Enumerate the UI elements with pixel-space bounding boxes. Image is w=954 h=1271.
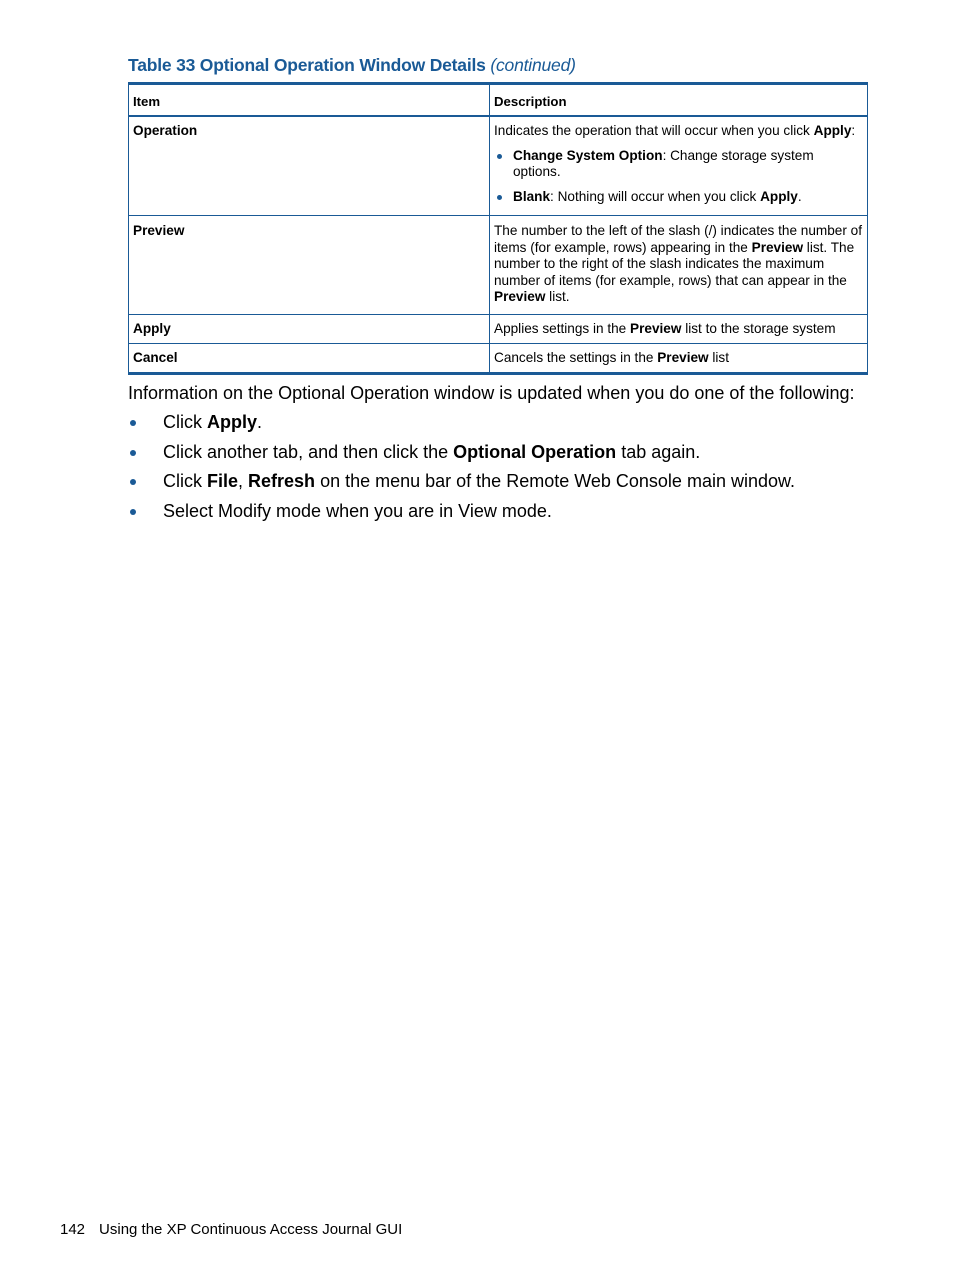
table-header-row [129, 84, 868, 117]
page-number: 142 [60, 1221, 86, 1238]
item-bold: File [207, 471, 239, 491]
item-text: , [238, 471, 249, 491]
list-item [494, 189, 863, 206]
item-text: Click [163, 471, 207, 491]
table-row-operation [129, 116, 868, 216]
desc-text: list. [545, 289, 570, 304]
details-table [128, 82, 868, 375]
desc-bold: Preview [630, 321, 682, 336]
cell-desc-apply [490, 315, 868, 344]
option-desc: : Nothing will occur when you click [550, 188, 761, 204]
cell-item-apply: Apply [129, 315, 490, 344]
item-text: tab again. [616, 441, 701, 462]
list-item [128, 410, 795, 440]
option-desc: : Change storage system options. [513, 147, 814, 179]
option-desc: . [797, 188, 802, 204]
bullet-icon [497, 195, 502, 200]
option-bold: Apply [760, 188, 798, 204]
bullet-icon [130, 509, 136, 515]
table-row-cancel [129, 344, 868, 374]
option-name: Blank [513, 188, 551, 204]
desc-text: Applies settings in the [494, 321, 631, 336]
intro-paragraph: Information on the Optional Operation window is updated when you do one of the following: [128, 383, 855, 403]
item-text: . [257, 412, 263, 432]
caption-continued: (continued) [490, 55, 576, 75]
item-text: Click [163, 412, 207, 432]
option-name: Change System Option [513, 147, 663, 163]
item-bold: Apply [207, 412, 258, 432]
cell-desc-preview [490, 216, 868, 315]
desc-text: list. The number to the right of the slash indicates the maximum number of items (for example, rows) that can appear in the [494, 239, 855, 288]
item-text: on the menu bar of the Remote Web Console main window. [315, 471, 795, 491]
desc-text: list to the storage system [681, 321, 836, 336]
table-row-apply [129, 315, 868, 344]
desc-text: Indicates the operation that will occur when you click [494, 123, 814, 138]
bullet-icon [130, 450, 136, 456]
header-item: Item [129, 84, 490, 117]
update-actions-list [128, 410, 795, 528]
item-bold: Refresh [248, 471, 316, 491]
list-item [128, 469, 795, 499]
list-item [128, 440, 795, 470]
table-row-preview [129, 216, 868, 315]
cell-item-operation: Operation [129, 116, 490, 216]
cell-item-preview: Preview [129, 216, 490, 315]
header-description: Description [490, 84, 868, 117]
cell-desc-operation [490, 116, 868, 216]
desc-bold: Apply [813, 123, 852, 138]
desc-text: : [851, 123, 856, 138]
item-text: Select Modify mode when you are in View mode. [163, 500, 552, 521]
desc-text: The number to the left of the slash (/) indicates the number of items (for example, rows) appearing in the [494, 223, 862, 255]
desc-text: Cancels the settings in the [494, 350, 658, 365]
page-footer [60, 1221, 402, 1238]
caption-title: Table 33 Optional Operation Window Details [128, 55, 486, 75]
desc-bold: Preview [751, 239, 804, 255]
cell-desc-cancel [490, 344, 868, 374]
cell-item-cancel: Cancel [129, 344, 490, 374]
footer-title: Using the XP Continuous Access Journal GUI [99, 1221, 403, 1238]
desc-bold: Preview [494, 289, 546, 304]
operation-options-list [494, 148, 863, 206]
item-text: Click another tab, and then click the [163, 441, 454, 462]
bullet-icon [130, 479, 136, 485]
item-bold: Optional Operation [453, 441, 617, 462]
list-item [128, 499, 795, 529]
desc-bold: Preview [657, 350, 709, 365]
bullet-icon [130, 420, 136, 426]
table-caption [128, 55, 576, 76]
bullet-icon [497, 154, 502, 159]
list-item [494, 148, 863, 181]
desc-text: list [708, 350, 729, 365]
